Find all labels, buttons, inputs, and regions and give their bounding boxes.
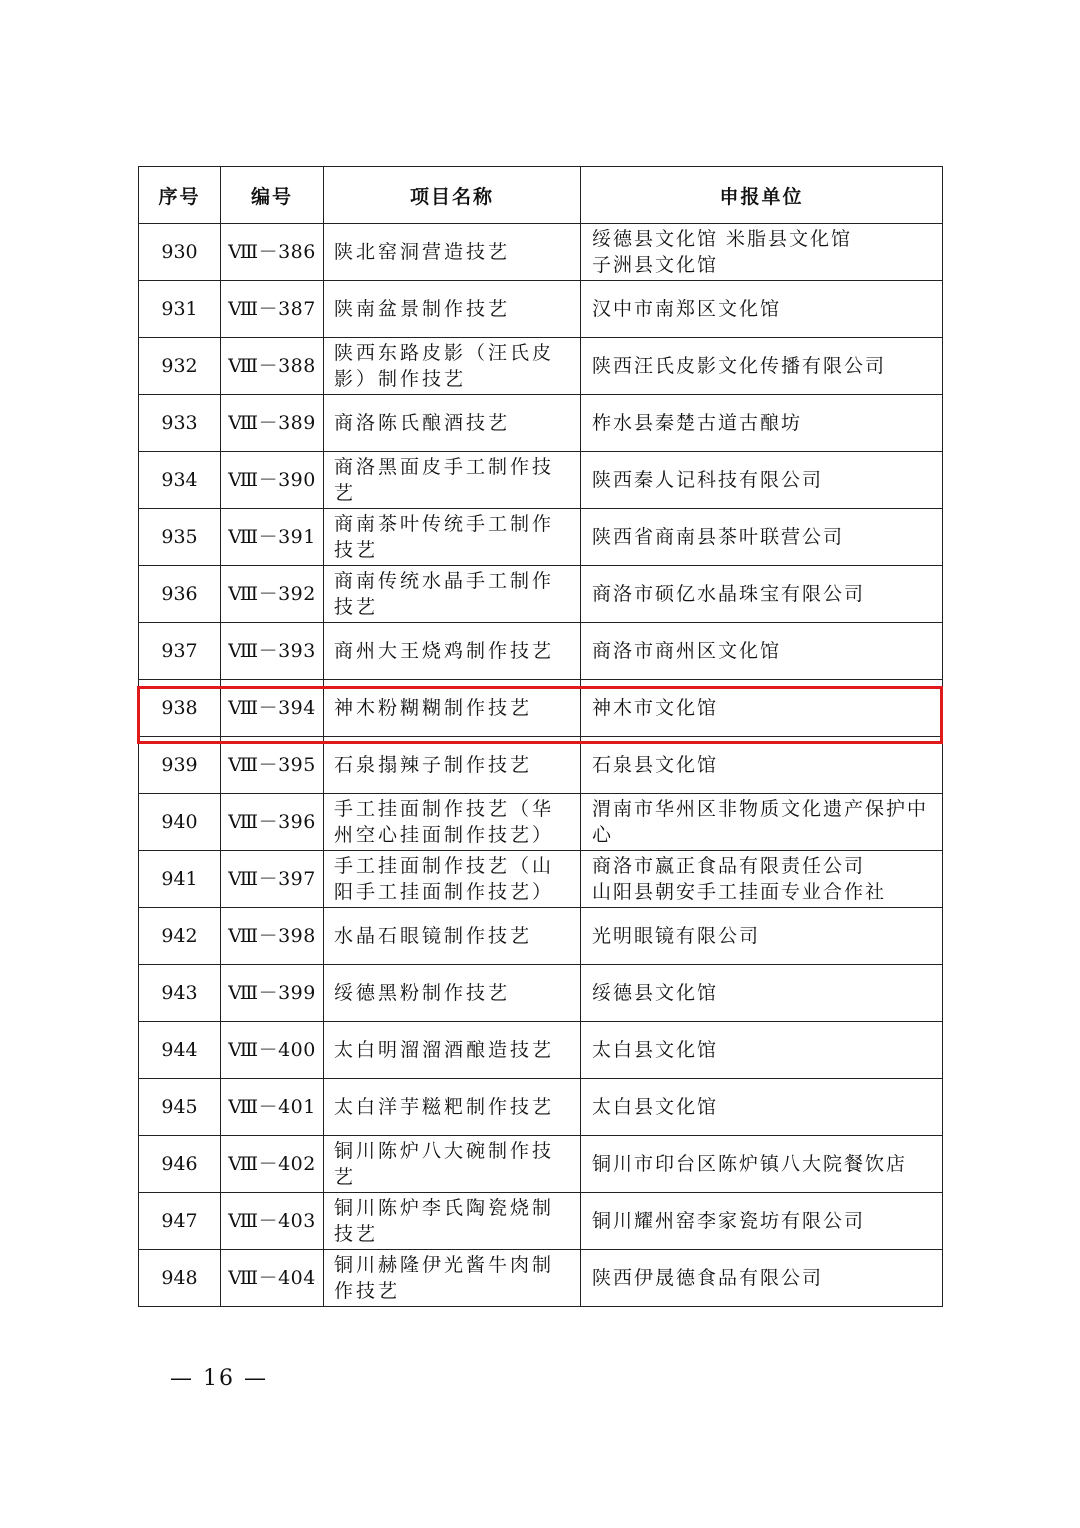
- row-applicant: 绥德县文化馆: [581, 965, 943, 1022]
- row-code: Ⅷ－404: [221, 1250, 324, 1307]
- row-seq: 931: [139, 281, 221, 338]
- row-code: Ⅷ－389: [221, 395, 324, 452]
- row-applicant: 铜川市印台区陈炉镇八大院餐饮店: [581, 1136, 943, 1193]
- heritage-list-table: [138, 166, 943, 1307]
- table-row: [139, 224, 943, 281]
- row-seq: 945: [139, 1079, 221, 1136]
- row-code: Ⅷ－397: [221, 851, 324, 908]
- row-seq: 943: [139, 965, 221, 1022]
- row-applicant: 柞水县秦楚古道古酿坊: [581, 395, 943, 452]
- row-project-name: 石泉搨辣子制作技艺: [324, 737, 581, 794]
- row-seq: 933: [139, 395, 221, 452]
- table-row: [139, 965, 943, 1022]
- row-code: Ⅷ－394: [221, 680, 324, 737]
- row-applicant: 光明眼镜有限公司: [581, 908, 943, 965]
- row-applicant: 绥德县文化馆 米脂县文化馆 子洲县文化馆: [581, 224, 943, 281]
- row-project-name: 商州大王烧鸡制作技艺: [324, 623, 581, 680]
- row-code: Ⅷ－403: [221, 1193, 324, 1250]
- table-row: [139, 395, 943, 452]
- table-row-highlighted: [139, 680, 943, 737]
- row-seq: 938: [139, 680, 221, 737]
- row-project-name: 绥德黑粉制作技艺: [324, 965, 581, 1022]
- table-body: [139, 224, 943, 1307]
- header-seq: 序号: [139, 167, 221, 224]
- row-seq: 939: [139, 737, 221, 794]
- table-row: [139, 737, 943, 794]
- row-project-name: 陕南盆景制作技艺: [324, 281, 581, 338]
- row-code: Ⅷ－388: [221, 338, 324, 395]
- row-applicant: 神木市文化馆: [581, 680, 943, 737]
- row-code: Ⅷ－392: [221, 566, 324, 623]
- row-project-name: 太白明溜溜酒酿造技艺: [324, 1022, 581, 1079]
- table-row: [139, 1079, 943, 1136]
- table-row: [139, 851, 943, 908]
- page-number: — 16 —: [170, 1366, 268, 1391]
- row-applicant: 陕西汪氏皮影文化传播有限公司: [581, 338, 943, 395]
- row-code: Ⅷ－387: [221, 281, 324, 338]
- row-seq: 934: [139, 452, 221, 509]
- row-applicant: 渭南市华州区非物质文化遗产保护中心: [581, 794, 943, 851]
- table-row: [139, 281, 943, 338]
- header-project-name: 项目名称: [324, 167, 581, 224]
- row-applicant: 太白县文化馆: [581, 1079, 943, 1136]
- row-seq: 940: [139, 794, 221, 851]
- row-project-name: 神木粉糊糊制作技艺: [324, 680, 581, 737]
- header-code: 编号: [221, 167, 324, 224]
- row-project-name: 陕北窑洞营造技艺: [324, 224, 581, 281]
- row-applicant: 石泉县文化馆: [581, 737, 943, 794]
- row-code: Ⅷ－401: [221, 1079, 324, 1136]
- table-header-row: [139, 167, 943, 224]
- header-applicant: 申报单位: [581, 167, 943, 224]
- row-code: Ⅷ－402: [221, 1136, 324, 1193]
- row-code: Ⅷ－393: [221, 623, 324, 680]
- row-applicant: 陕西秦人记科技有限公司: [581, 452, 943, 509]
- row-applicant: 商洛市嬴正食品有限责任公司 山阳县朝安手工挂面专业合作社: [581, 851, 943, 908]
- row-applicant: 太白县文化馆: [581, 1022, 943, 1079]
- row-seq: 944: [139, 1022, 221, 1079]
- row-seq: 946: [139, 1136, 221, 1193]
- row-seq: 947: [139, 1193, 221, 1250]
- row-project-name: 商南茶叶传统手工制作技艺: [324, 509, 581, 566]
- row-code: Ⅷ－395: [221, 737, 324, 794]
- row-seq: 942: [139, 908, 221, 965]
- row-seq: 948: [139, 1250, 221, 1307]
- row-seq: 941: [139, 851, 221, 908]
- row-seq: 936: [139, 566, 221, 623]
- row-applicant: 陕西省商南县茶叶联营公司: [581, 509, 943, 566]
- row-code: Ⅷ－396: [221, 794, 324, 851]
- row-applicant: 汉中市南郑区文化馆: [581, 281, 943, 338]
- row-code: Ⅷ－400: [221, 1022, 324, 1079]
- row-project-name: 太白洋芋糍粑制作技艺: [324, 1079, 581, 1136]
- row-project-name: 陕西东路皮影（汪氏皮影）制作技艺: [324, 338, 581, 395]
- row-project-name: 商洛黑面皮手工制作技艺: [324, 452, 581, 509]
- table-row: [139, 338, 943, 395]
- table-row: [139, 794, 943, 851]
- table-row: [139, 1022, 943, 1079]
- row-code: Ⅷ－398: [221, 908, 324, 965]
- row-seq: 937: [139, 623, 221, 680]
- row-project-name: 铜川赫隆伊光酱牛肉制作技艺: [324, 1250, 581, 1307]
- row-seq: 932: [139, 338, 221, 395]
- table-row: [139, 1193, 943, 1250]
- row-project-name: 商洛陈氏酿酒技艺: [324, 395, 581, 452]
- row-applicant: 陕西伊晟德食品有限公司: [581, 1250, 943, 1307]
- table-row: [139, 1250, 943, 1307]
- row-project-name: 商南传统水晶手工制作技艺: [324, 566, 581, 623]
- row-code: Ⅷ－390: [221, 452, 324, 509]
- row-project-name: 手工挂面制作技艺（山阳手工挂面制作技艺）: [324, 851, 581, 908]
- row-project-name: 铜川陈炉李氏陶瓷烧制技艺: [324, 1193, 581, 1250]
- row-code: Ⅷ－386: [221, 224, 324, 281]
- row-applicant: 商洛市商州区文化馆: [581, 623, 943, 680]
- table-row: [139, 908, 943, 965]
- table-row: [139, 452, 943, 509]
- table-row: [139, 509, 943, 566]
- row-applicant: 商洛市硕亿水晶珠宝有限公司: [581, 566, 943, 623]
- row-project-name: 铜川陈炉八大碗制作技艺: [324, 1136, 581, 1193]
- row-seq: 935: [139, 509, 221, 566]
- row-code: Ⅷ－391: [221, 509, 324, 566]
- row-project-name: 手工挂面制作技艺（华州空心挂面制作技艺）: [324, 794, 581, 851]
- row-applicant: 铜川耀州窑李家瓷坊有限公司: [581, 1193, 943, 1250]
- table-row: [139, 623, 943, 680]
- table-row: [139, 566, 943, 623]
- table-row: [139, 1136, 943, 1193]
- row-seq: 930: [139, 224, 221, 281]
- row-project-name: 水晶石眼镜制作技艺: [324, 908, 581, 965]
- row-code: Ⅷ－399: [221, 965, 324, 1022]
